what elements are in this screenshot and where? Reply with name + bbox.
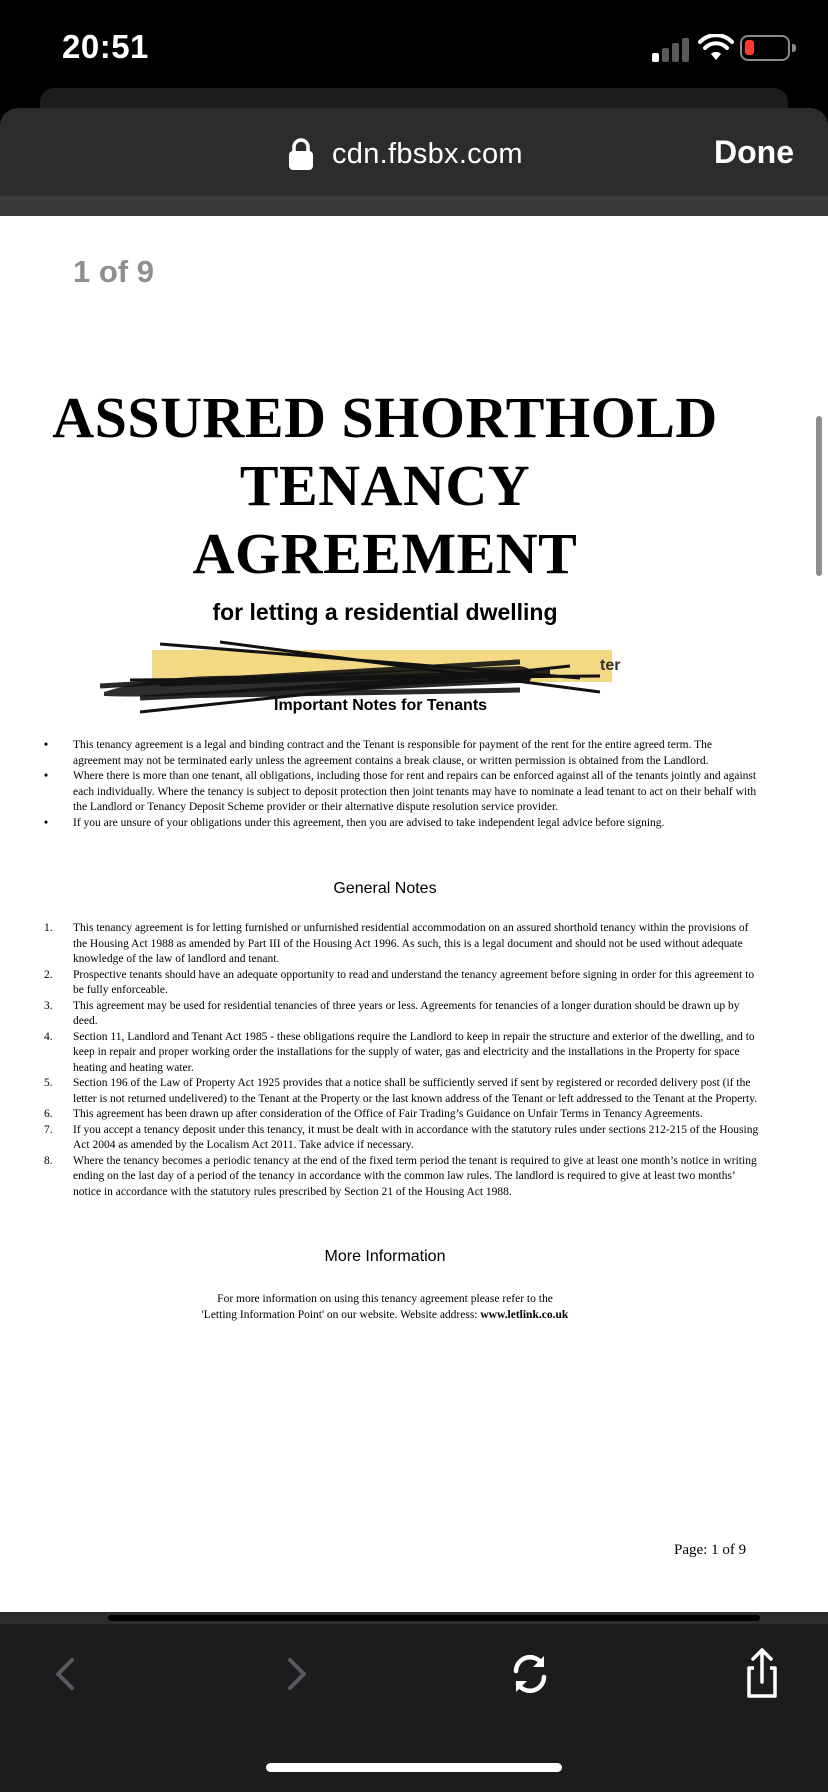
url-text: cdn.fbsbx.com bbox=[332, 137, 523, 170]
general-notes-list bbox=[44, 921, 760, 1200]
battery-level bbox=[745, 40, 754, 55]
document-title-line-2: TENANCY bbox=[239, 453, 531, 518]
list-item: 4. Section 11, Landlord and Tenant Act 1985 - these obligations require the Landlord to keep in repair the structure and exterior of the dwelling, and to keep in repair and proper working order the installations for the supply of water, gas and electricity and the installations in the Property for space heating and heating water. bbox=[44, 1030, 755, 1074]
done-button[interactable]: Done bbox=[714, 134, 794, 170]
back-icon[interactable] bbox=[34, 1644, 94, 1704]
important-notes-heading: Important Notes for Tenants bbox=[274, 697, 488, 714]
home-indicator[interactable] bbox=[266, 1763, 562, 1772]
status-bar bbox=[0, 0, 828, 100]
list-item: 7. If you accept a tenancy deposit under this tenancy, it must be dealt with in accordance with the statutory rules under sections 212-215 of the Housing Act 2004 as amended by the Localism Act 2011. Take advice if necessary. bbox=[44, 1123, 759, 1151]
forward-icon[interactable] bbox=[268, 1644, 328, 1704]
refresh-icon[interactable] bbox=[500, 1644, 560, 1704]
list-item: • If you are unsure of your obligations under this agreement, then you are advised to take independent legal advice before signing. bbox=[44, 816, 665, 829]
more-info-text bbox=[0, 1292, 770, 1323]
document-title-line-3: AGREEMENT bbox=[192, 521, 578, 586]
more-info-line-1: For more information on using this tenancy agreement please refer to the bbox=[217, 1293, 553, 1305]
battery-icon bbox=[740, 35, 790, 61]
list-item: 2. Prospective tenants should have an adequate opportunity to read and understand the tenancy agreement before signing in order for this agreement to be fully enforceable. bbox=[44, 968, 755, 996]
page-footer: Page: 1 of 9 bbox=[674, 1542, 747, 1558]
list-item: 1. This tenancy agreement is for letting furnished or unfurnished residential accommodation on an assured shorthold tenancy within the provisions of the Housing Act 1988 as amended by Part III of the Housing Act 1996. As such, this is a legal document and should not be used without adequate knowledge of the law of landlord and tenant. bbox=[44, 922, 749, 965]
vertical-scrollbar[interactable] bbox=[816, 416, 822, 576]
general-notes-heading: General Notes bbox=[333, 880, 437, 897]
document-viewer[interactable] bbox=[0, 216, 828, 1612]
status-time: 20:51 bbox=[62, 28, 149, 65]
list-item: • This tenancy agreement is a legal and binding contract and the Tenant is responsible for payment of the rent for the entire agreed term. The agreement may not be terminated early unless the agreement contains a break clause, or written permission is obtained from the Landlord. bbox=[44, 739, 713, 767]
lock-icon bbox=[288, 137, 314, 171]
redacted-address-tail: ter bbox=[600, 657, 621, 674]
more-info-line-2: 'Letting Information Point' on our website. Website address: www.letlink.co.uk bbox=[201, 1308, 569, 1321]
header-divider bbox=[0, 196, 828, 216]
cellular-signal-icon bbox=[652, 36, 690, 62]
list-item: 3. This agreement may be used for residential tenancies of three years or less. Agreements for tenancies of a longer duration should be drawn up by deed. bbox=[44, 999, 740, 1027]
document-subtitle: for letting a residential dwelling bbox=[212, 599, 558, 625]
document-title-line-1: ASSURED SHORTHOLD bbox=[52, 385, 718, 450]
more-info-heading: More Information bbox=[324, 1248, 446, 1265]
wifi-icon bbox=[698, 34, 734, 62]
page-counter: 1 of 9 bbox=[73, 254, 154, 289]
important-notes-list bbox=[44, 738, 760, 831]
horizontal-scrollbar[interactable] bbox=[108, 1615, 760, 1621]
website-link[interactable]: www.letlink.co.uk bbox=[480, 1308, 569, 1321]
list-item: 6. This agreement has been drawn up after consideration of the Office of Fair Trading’s Guidance on Unfair Terms in Tenancy Agreements. bbox=[44, 1108, 703, 1120]
browser-header bbox=[0, 108, 828, 196]
url-display[interactable] bbox=[288, 134, 523, 174]
list-item: 8. Where the tenancy becomes a periodic tenancy at the end of the fixed term period the tenant is required to give at least one month’s notice in writing ending on the last day of a period of the tenancy in accordance with the common law rules. The landlord is required to give at least two months’ notice in accordance with the statutory rules prescribed by Section 21 of the Housing Act 1988. bbox=[44, 1154, 757, 1198]
list-item: 5. Section 196 of the Law of Property Act 1925 provides that a notice shall be sufficiently served if sent by registered or recorded delivery post (if the letter is not returned undelivered) to the Tenant at the Property or the last known address of the Tenant or left addressed to the Tenant at the Property. bbox=[44, 1077, 758, 1105]
list-item: • Where there is more than one tenant, all obligations, including those for rent and repairs can be enforced against all of the tenants jointly and against each individually. Where the tenancy is subject to deposit protection then joint tenants may have to nominate a lead tenant to act on their behalf with the Landlord or Tenancy Deposit Scheme provider or their alternative dispute resolution service provider. bbox=[44, 770, 757, 813]
share-icon[interactable] bbox=[732, 1644, 792, 1704]
